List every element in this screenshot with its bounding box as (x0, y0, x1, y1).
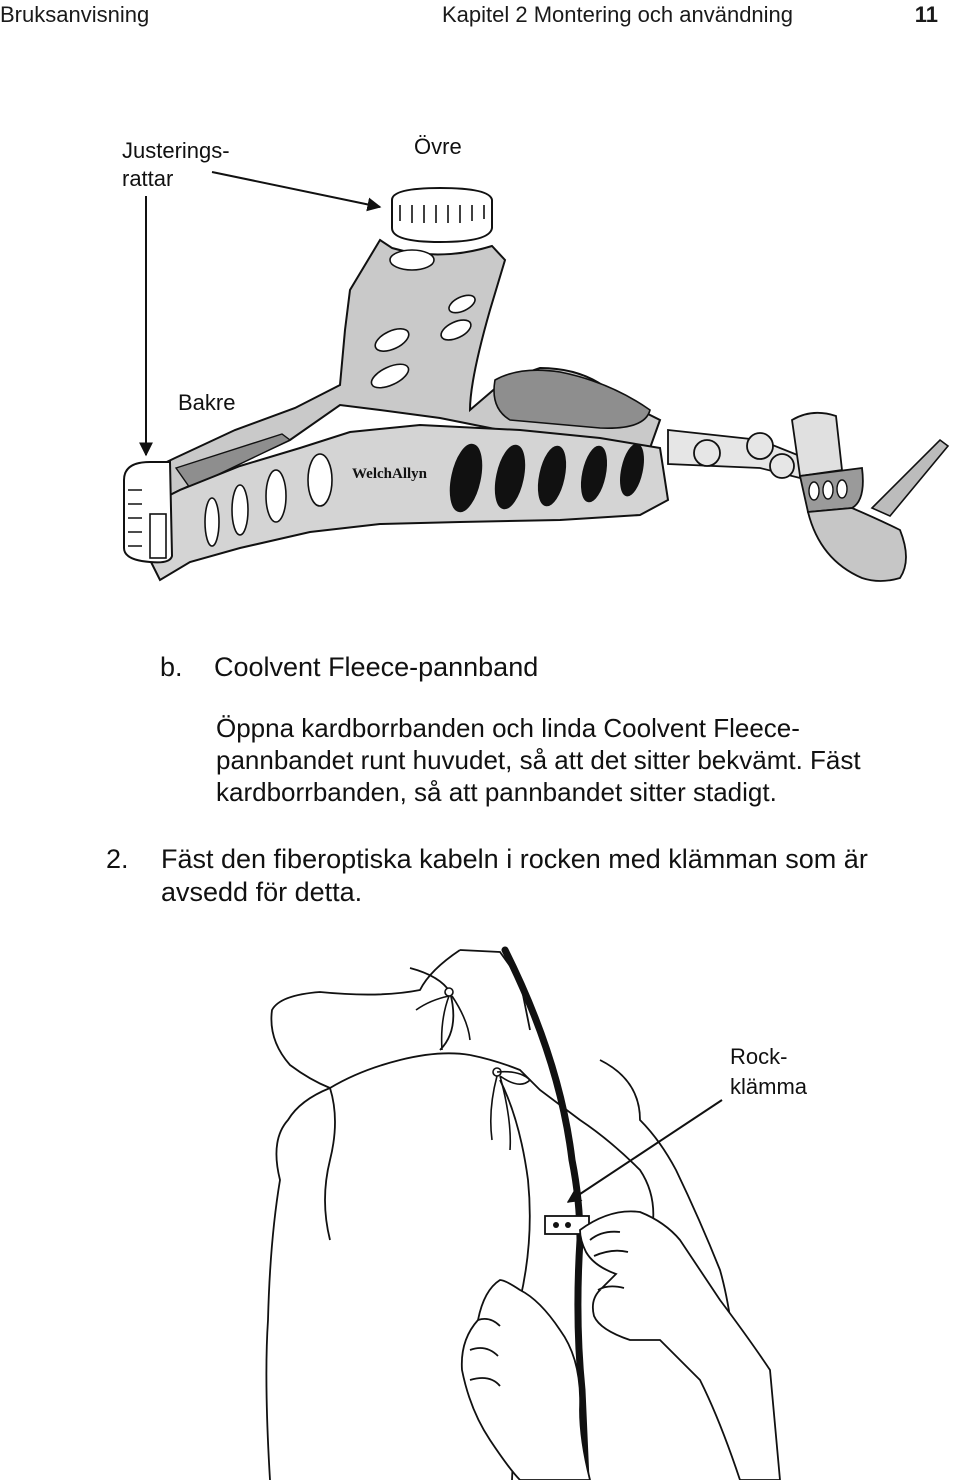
light-arm (668, 430, 800, 478)
header-manual-title: Bruksanvisning (0, 2, 150, 27)
step-b-line-3: kardborrbanden, så att pannbandet sitter stadigt. (216, 777, 777, 807)
page-number: 11 (914, 2, 938, 27)
step-2-number: 2. (106, 844, 129, 874)
label-adjust-knobs-1: Justerings- (122, 138, 230, 163)
step-b-paragraph (216, 712, 956, 808)
step-2-line-1: Fäst den fiberoptiska kabeln i rocken med klämman som är (161, 844, 868, 874)
gown-ties (416, 988, 530, 1150)
step-b-line-2: pannbandet runt huvudet, så att det sitter bekvämt. Fäst (216, 745, 861, 775)
step-2-line-2: avsedd för detta. (161, 877, 363, 907)
light-head (792, 413, 948, 581)
headband-illustration (0, 0, 960, 640)
hands (462, 1211, 780, 1480)
arrow-to-upper-knob (212, 172, 380, 207)
step-b-line-1: Öppna kardborrbanden och linda Coolvent Fleece- (216, 713, 800, 743)
step-b-heading (160, 652, 538, 683)
step-b-letter: b. (160, 652, 183, 682)
label-rear: Bakre (178, 390, 236, 415)
step-b-title: Coolvent Fleece-pannband (214, 652, 539, 682)
label-adjust-knobs-2: rattar (122, 166, 174, 191)
step-2 (106, 843, 956, 909)
inner-pad (494, 370, 650, 428)
brand-logo: WelchAllyn (352, 466, 428, 482)
coat-clip-illustration (0, 940, 960, 1480)
arrow-to-coat-clip (568, 1100, 722, 1202)
label-coat-clip-2: klämma (730, 1074, 808, 1099)
header-chapter: Kapitel 2 Montering och användning (442, 2, 794, 27)
rear-knob (124, 462, 172, 562)
upper-knob (392, 188, 492, 242)
label-upper: Övre (414, 134, 462, 159)
label-coat-clip-1: Rock- (730, 1044, 788, 1069)
